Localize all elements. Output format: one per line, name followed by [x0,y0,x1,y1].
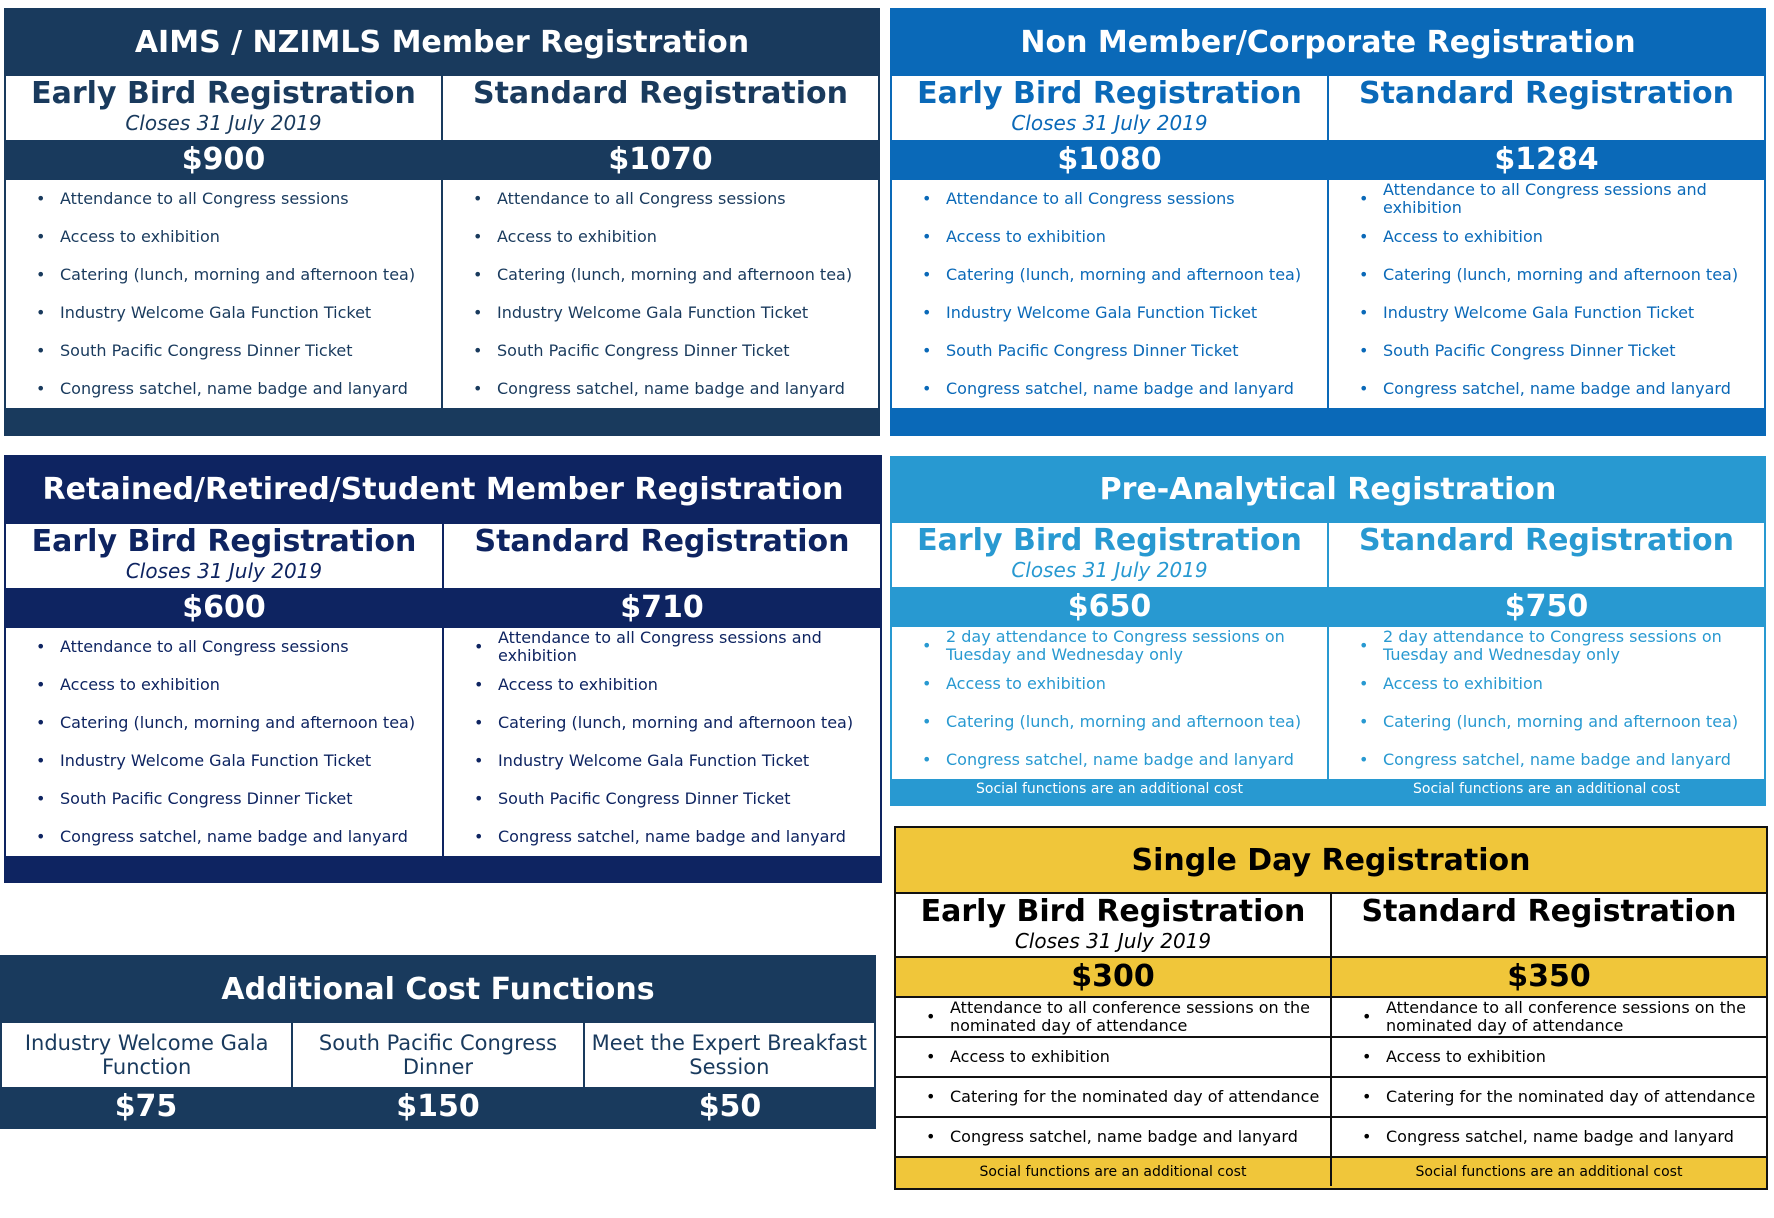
early-bird-heading: Early Bird Registration [920,894,1306,929]
feature-item: • Industry Welcome Gala Function Ticket [444,742,880,780]
standard-price: $350 [1332,958,1766,998]
feature-list [443,180,878,408]
feature-item: • Catering for the nominated day of attendance [896,1078,1330,1118]
feature-item: • Access to exhibition [1329,665,1764,703]
function-name: South Pacific Congress Dinner [291,1023,582,1087]
feature-item: • Access to exhibition [444,666,880,704]
feature-list [1329,627,1764,779]
function-name: Meet the Expert Breakfast Session [583,1023,874,1087]
panel-title: Retained/Retired/Student Member Registration [42,472,844,507]
early-bird-price: $900 [6,140,441,180]
social-cost-note: Social functions are an additional cost [896,1158,1330,1186]
nonmember-registration-panel [890,8,1766,436]
feature-item: • South Pacific Congress Dinner Ticket [6,332,441,370]
feature-item: • Congress satchel, name badge and lanyard [892,370,1327,408]
feature-item: • South Pacific Congress Dinner Ticket [1329,332,1764,370]
closes-date: Closes 31 July 2019 [1011,111,1208,135]
feature-item: • South Pacific Congress Dinner Ticket [892,332,1327,370]
feature-item: • Industry Welcome Gala Function Ticket [6,742,442,780]
early-bird-heading: Early Bird Registration [917,76,1302,111]
feature-list [892,180,1327,408]
feature-item: • Access to exhibition [892,218,1327,256]
feature-item: • Congress satchel, name badge and lanyard [896,1118,1330,1158]
standard-column [1327,523,1764,800]
early-bird-heading: Early Bird Registration [917,523,1302,558]
standard-heading: Standard Registration [1358,76,1734,111]
function-price: $150 [396,1089,480,1124]
feature-item: • Catering (lunch, morning and afternoon tea) [6,704,442,742]
feature-item: • Industry Welcome Gala Function Ticket [892,294,1327,332]
feature-item: • Congress satchel, name badge and lanyard [1329,370,1764,408]
standard-heading: Standard Registration [474,524,850,559]
feature-item: • Catering (lunch, morning and afternoon tea) [1329,256,1764,294]
feature-item: • Catering (lunch, morning and afternoon tea) [444,704,880,742]
feature-list [1329,180,1764,408]
feature-item: • Congress satchel, name badge and lanyard [1329,741,1764,779]
standard-price: $1284 [1329,140,1764,180]
feature-item: • Attendance to all Congress sessions [443,180,878,218]
social-cost-note: Social functions are an additional cost [892,779,1327,800]
feature-item: • Access to exhibition [896,1038,1330,1078]
feature-list [6,180,441,408]
feature-list [6,628,442,856]
early-bird-price: $600 [6,588,442,628]
early-bird-column [6,76,441,408]
feature-item: • Industry Welcome Gala Function Ticket [443,294,878,332]
feature-item: • Industry Welcome Gala Function Ticket [1329,294,1764,332]
panel-title: Single Day Registration [896,828,1766,894]
function-price: $50 [698,1089,762,1124]
standard-price: $1070 [443,140,878,180]
feature-item: • Catering (lunch, morning and afternoon tea) [443,256,878,294]
feature-item: • Attendance to all conference sessions on the nominated day of attendance [896,998,1330,1038]
social-cost-note: Social functions are an additional cost [1332,1158,1766,1186]
early-bird-price: $1080 [892,140,1327,180]
standard-price: $710 [444,588,880,628]
feature-item: • South Pacific Congress Dinner Ticket [444,780,880,818]
standard-column [441,76,878,408]
feature-item: • 2 day attendance to Congress sessions on Tuesday and Wednesday only [1329,627,1764,665]
standard-column [1330,894,1766,1186]
panel-title: AIMS / NZIMLS Member Registration [134,24,750,60]
retained-registration-panel [4,455,882,883]
closes-date: Closes 31 July 2019 [1014,929,1212,953]
standard-heading: Standard Registration [472,76,848,111]
standard-column [1327,76,1764,408]
panel-title: Additional Cost Functions [221,971,655,1007]
feature-item: • Catering (lunch, morning and afternoon tea) [6,256,441,294]
feature-list [892,627,1327,779]
feature-item: • South Pacific Congress Dinner Ticket [6,780,442,818]
standard-heading: Standard Registration [1361,894,1737,929]
feature-item: • Access to exhibition [443,218,878,256]
closes-date: Closes 31 July 2019 [125,111,322,135]
feature-item: • Catering (lunch, morning and afternoon tea) [892,703,1327,741]
feature-list [444,628,880,856]
early-bird-price: $300 [896,958,1330,998]
additional-functions-panel [0,955,876,1129]
feature-list [896,998,1330,1158]
feature-item: • Attendance to all Congress sessions [6,180,441,218]
aims-registration-panel [4,8,880,436]
feature-item: • Congress satchel, name badge and lanyard [6,818,442,856]
social-cost-note: Social functions are an additional cost [1329,779,1764,800]
feature-item: • Congress satchel, name badge and lanyard [444,818,880,856]
feature-item: • Catering (lunch, morning and afternoon tea) [1329,703,1764,741]
early-bird-column [896,894,1330,1186]
feature-list [1332,998,1766,1158]
early-bird-column [892,523,1327,800]
feature-item: • Congress satchel, name badge and lanyard [443,370,878,408]
feature-item: • Industry Welcome Gala Function Ticket [6,294,441,332]
early-bird-column [892,76,1327,408]
feature-item: • Attendance to all Congress sessions [892,180,1327,218]
feature-item: • Attendance to all Congress sessions [6,628,442,666]
feature-item: • Access to exhibition [1329,218,1764,256]
closes-date: Closes 31 July 2019 [125,559,323,583]
feature-item: • Attendance to all conference sessions on the nominated day of attendance [1332,998,1766,1038]
standard-heading: Standard Registration [1358,523,1734,558]
feature-item: • South Pacific Congress Dinner Ticket [443,332,878,370]
feature-item: • Access to exhibition [1332,1038,1766,1078]
early-bird-column [6,524,442,856]
feature-item: • Access to exhibition [892,665,1327,703]
feature-item: • Congress satchel, name badge and lanyard [892,741,1327,779]
early-bird-heading: Early Bird Registration [31,76,416,111]
feature-item: • Catering for the nominated day of attendance [1332,1078,1766,1118]
feature-item: • Congress satchel, name badge and lanyard [1332,1118,1766,1158]
feature-item: • Attendance to all Congress sessions and exhibition [444,628,880,666]
closes-date: Closes 31 July 2019 [1011,558,1208,582]
standard-column [442,524,880,856]
feature-item: • 2 day attendance to Congress sessions on Tuesday and Wednesday only [892,627,1327,665]
function-price: $75 [114,1089,178,1124]
standard-price: $750 [1329,587,1764,627]
early-bird-heading: Early Bird Registration [31,524,417,559]
singleday-registration-panel [894,826,1768,1190]
panel-title: Pre-Analytical Registration [1099,472,1557,507]
feature-item: • Attendance to all Congress sessions and exhibition [1329,180,1764,218]
panel-title: Non Member/Corporate Registration [1020,24,1636,60]
feature-item: • Access to exhibition [6,666,442,704]
early-bird-price: $650 [892,587,1327,627]
feature-item: • Congress satchel, name badge and lanyard [6,370,441,408]
feature-item: • Access to exhibition [6,218,441,256]
function-name: Industry Welcome Gala Function [24,1031,269,1079]
feature-item: • Catering (lunch, morning and afternoon tea) [892,256,1327,294]
preanalytical-registration-panel [890,456,1766,806]
